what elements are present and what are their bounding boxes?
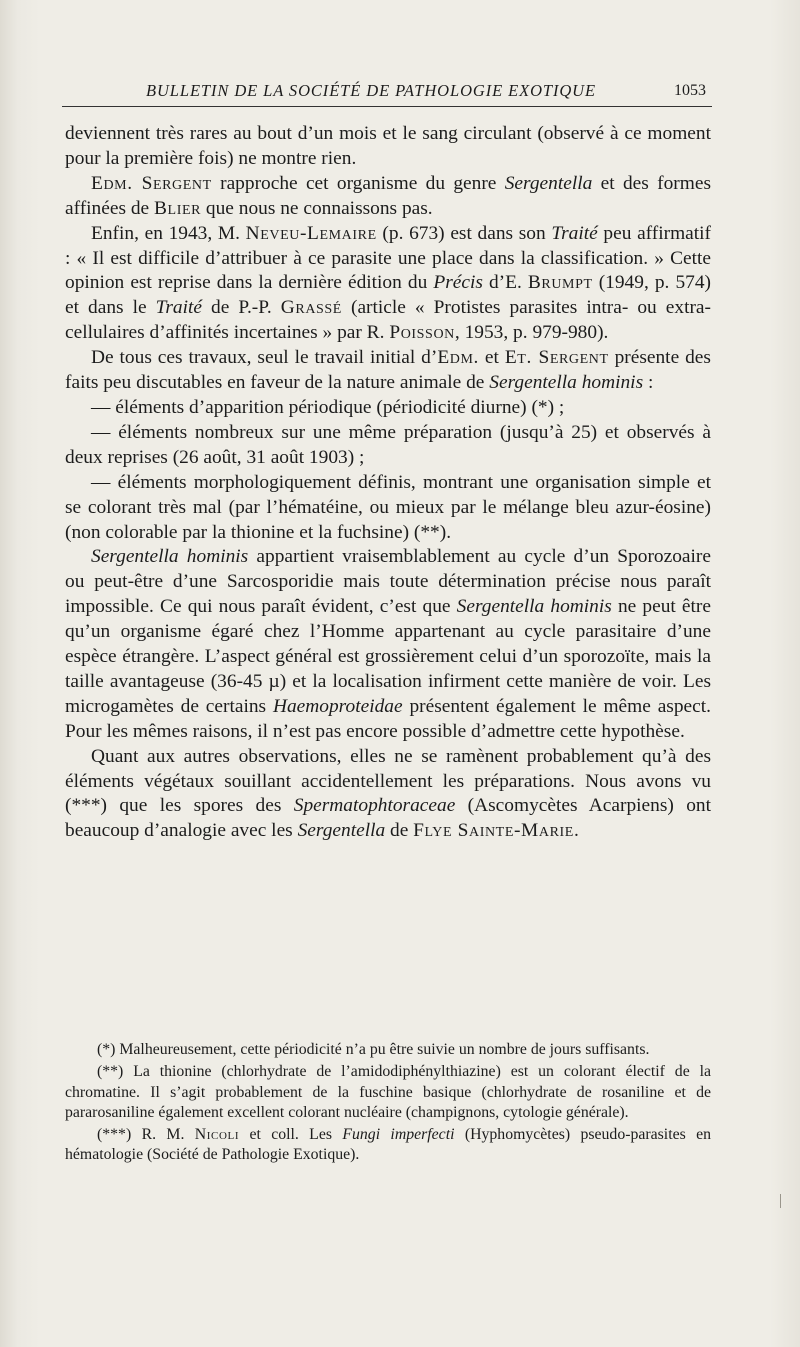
journal-title: BULLETIN DE LA SOCIÉTÉ DE PATHOLOGIE EXOTIQUE bbox=[146, 81, 596, 100]
paragraph-2: Edm. Sergent rapproche cet organisme du genre Sergentella et des formes affinées de Blier que nous ne connaissons pas. bbox=[65, 172, 711, 219]
footnote: (***) R. M. Nicoli et coll. Les Fungi imperfecti (Hyphomycètes) pseudo-parasites en hématologie (Société de Pathologie Exotique). bbox=[65, 1126, 711, 1164]
list-item: — éléments nombreux sur une même préparation (jusqu’à 25) et observés à deux reprises (26 août, 31 août 1903) ; bbox=[65, 421, 711, 468]
author-name: Blier bbox=[154, 197, 202, 219]
author-name: Et. Sergent bbox=[504, 347, 609, 369]
paragraph-5: Sergentella hominis appartient vraisemblablement au cycle d’un Sporozoaire ou peut-être d’une Sarcosporidie mais toute détermination précise nous paraît impossible. Ce qui nous paraît évident, c’est que Sergentella hominis ne peut être qu’un organisme égaré chez l’Homme appartenant au cycle parasitaire d’une espèce étrangère. L’aspect général est grossièrement celui d’un sporozoïte, mais la taille avantageuse (36-45 µ) et la localisation infirment cette manière de voir. Les microgamètes de certains Haemoproteidae présentent également le même aspect. Pour les mêmes raisons, il n’est pas encore possible d’admettre cette hypothèse. bbox=[65, 546, 711, 742]
genus-name: Sergentella bbox=[504, 172, 593, 194]
species-name: Sergentella hominis bbox=[456, 596, 612, 618]
author-name: Poisson bbox=[389, 322, 455, 344]
paragraph-6: Quant aux autres observations, elles ne se ramènent probablement qu’à des éléments végétaux souillant accidentellement les préparations. Nous avons vu (***) que les spores des Spermatophtoraceae (Ascomycètes Acarpiens) ont beaucoup d’analogie avec les Sergentella de Flye Sainte-Marie. bbox=[65, 745, 712, 842]
paragraph-4: De tous ces travaux, seul le travail initial d’Edm. et Et. Sergent présente des faits peu discutables en faveur de la nature animale de Sergentella hominis : bbox=[65, 347, 711, 394]
author-name: Neveu-Lemaire bbox=[245, 222, 377, 244]
main-text bbox=[65, 122, 711, 844]
footnotes bbox=[65, 1040, 711, 1166]
author-name: Edm. Sergent bbox=[91, 172, 212, 194]
species-name: Sergentella hominis bbox=[489, 372, 644, 394]
list-item: — éléments morphologiquement définis, montrant une organisation simple et se colorant très mal (par l’hématéine, ou mieux par le mélange bleu azur-éosine) (non colorable par la thionine et la fuchsine) (**). bbox=[65, 471, 711, 543]
author-name: Grassé bbox=[280, 297, 342, 319]
author-name: Nicoli bbox=[194, 1126, 240, 1144]
author-name: Brumpt bbox=[527, 272, 593, 294]
page-number: 1053 bbox=[674, 82, 706, 99]
footnote: (*) Malheureusement, cette périodicité n’a pu être suivie un nombre de jours suffisants. bbox=[97, 1041, 650, 1058]
paragraph-3: Enfin, en 1943, M. Neveu-Lemaire (p. 673) est dans son Traité peu affirmatif : « Il est difficile d’attribuer à ce parasite une place dans la classification. » Cette opinion est reprise dans la dernière édition du Précis d’E. Brumpt (1949, p. 574) et dans le Traité de P.-P. Grassé (article « Protistes parasites intra- ou extra-cellulaires d’affinités incertaines » par R. Poisson, 1953, p. 979-980). bbox=[65, 222, 712, 344]
paragraph-1: deviennent très rares au bout d’un mois et le sang circulant (observé à ce moment pour la première fois) ne montre rien. bbox=[65, 123, 711, 169]
species-name: Sergentella hominis bbox=[91, 546, 249, 568]
running-header bbox=[62, 76, 712, 107]
margin-mark bbox=[780, 1194, 781, 1208]
author-name: Flye Sainte-Marie bbox=[413, 820, 574, 842]
list-item: — éléments d’apparition périodique (périodicité diurne) (*) ; bbox=[91, 396, 565, 418]
footnote: (**) La thionine (chlorhydrate de l’amidodiphénylthiazine) est un colorant électif de la chromatine. Il s’agit probablement de la fuschine basique (chlorhydrate de rosaniline et de pararosaniline également excellent colorant nucléaire (champignons, cytologie générale). bbox=[65, 1063, 711, 1121]
author-name: Edm. bbox=[437, 347, 479, 369]
